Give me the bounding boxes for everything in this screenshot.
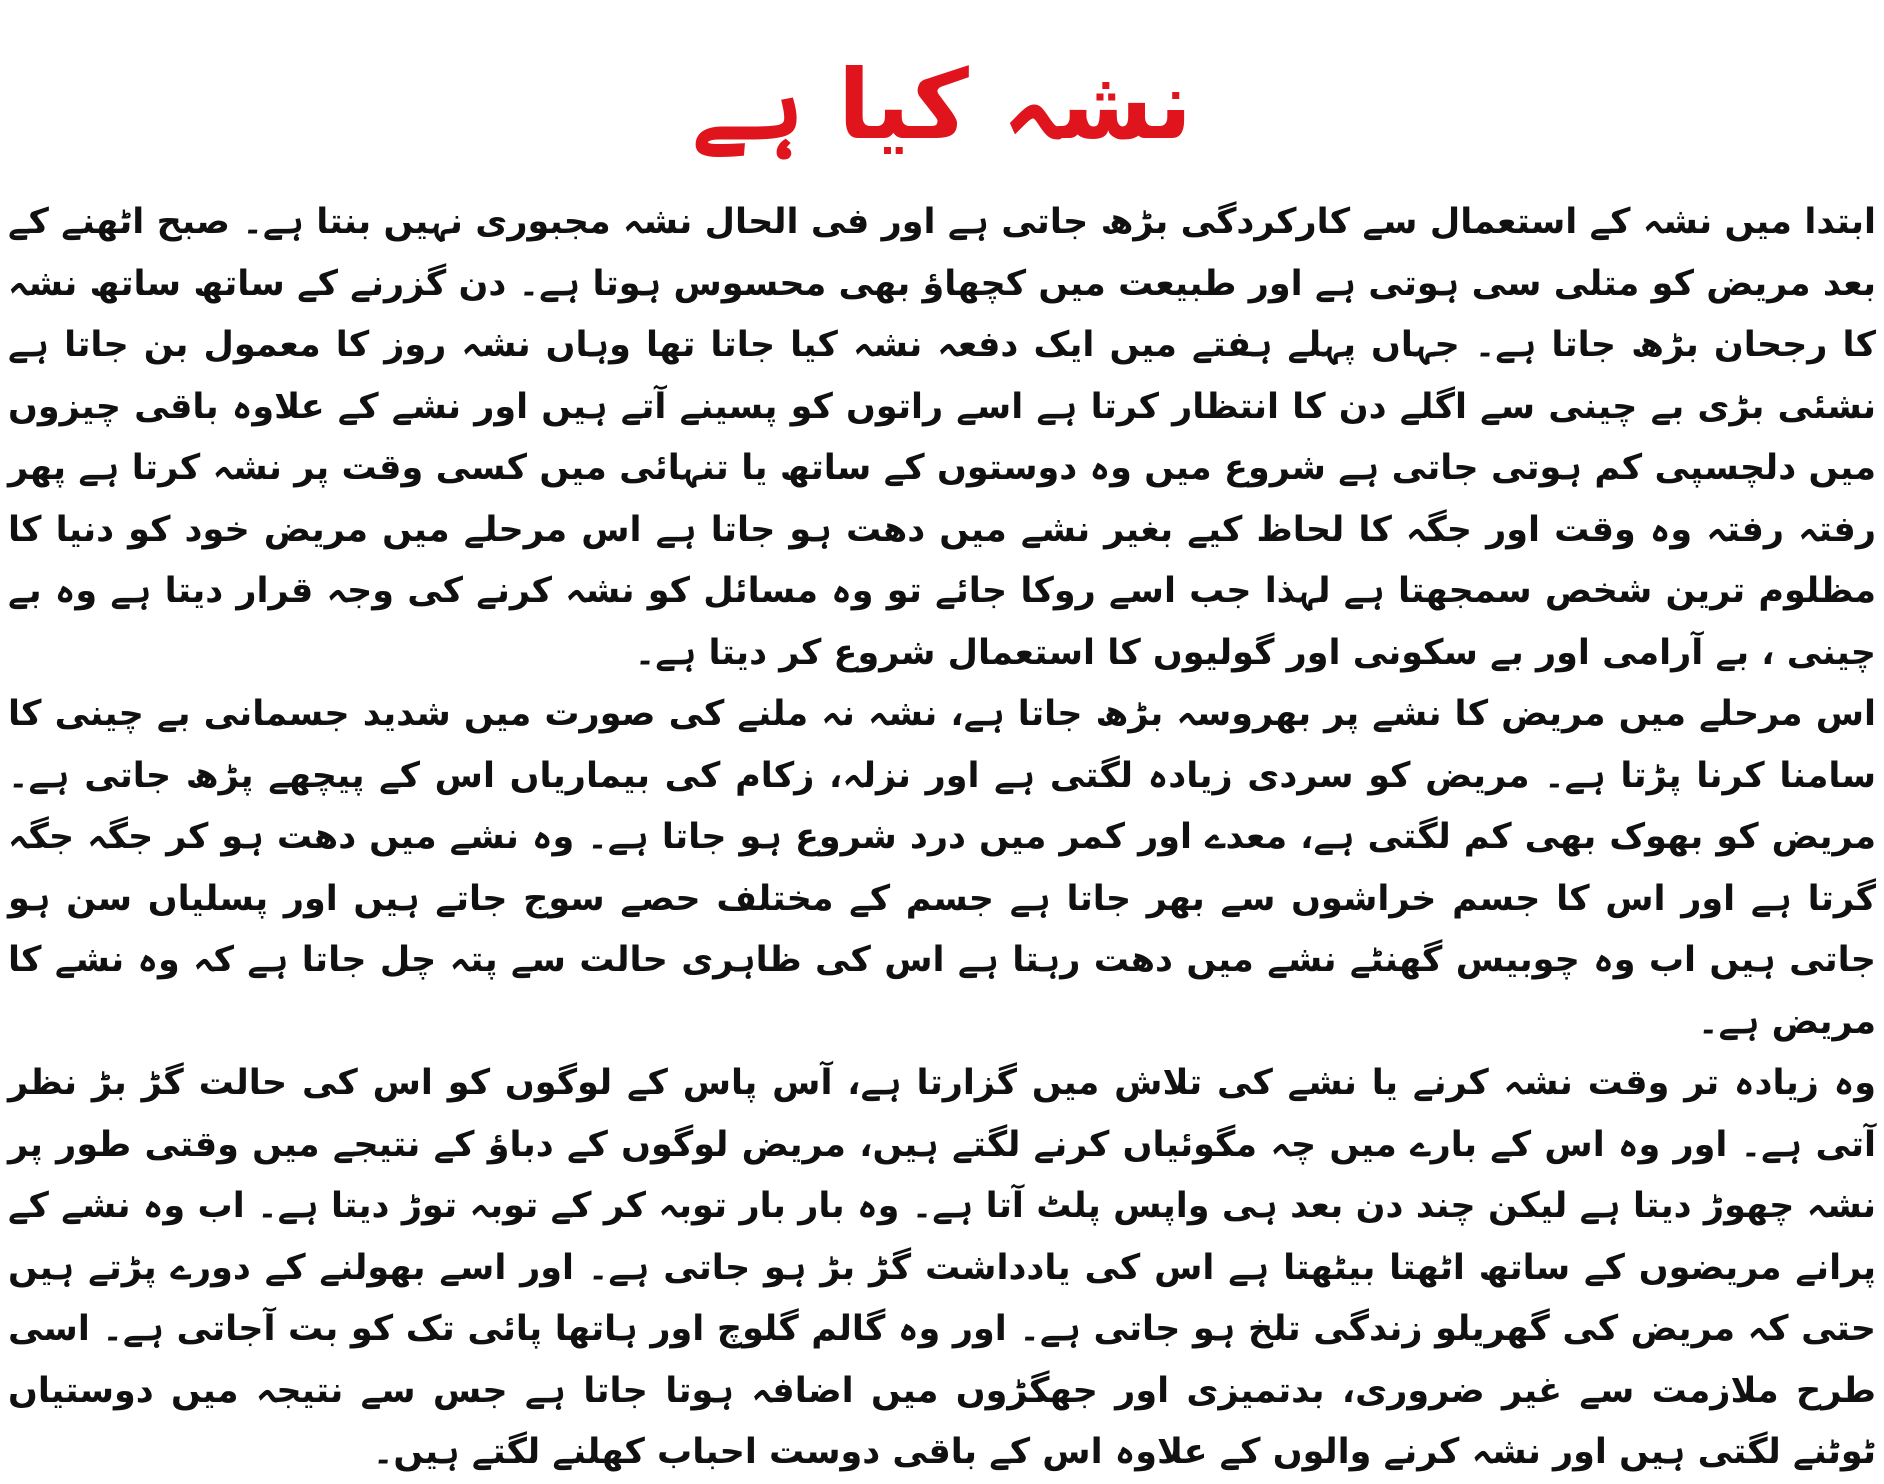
article-body	[8, 192, 1876, 1484]
paragraph: ابتدا میں نشہ کے استعمال سے کارکردگی بڑھ جاتی ہے اور فی الحال نشہ مجبوری نہیں بنتا ہے۔ صبح اٹھنے کے بعد مریض کو متلی سی ہوتی ہے اور طبیعت میں کچھاؤ بھی محسوس ہوتا ہے۔ دن گزرنے کے ساتھ ساتھ نشہ کا رجحان بڑھ جاتا ہے۔ جہاں پہلے ہفتے میں ایک دفعہ نشہ کیا جاتا تھا وہاں نشہ روز کا معمول بن جاتا ہے نشئی بڑی بے چینی سے اگلے دن کا انتظار کرتا ہے اسے راتوں کو پسینے آتے ہیں اور نشے کے علاوہ باقی چیزوں میں دلچسپی کم ہوتی جاتی ہے شروع میں وہ دوستوں کے ساتھ یا تنہائی میں کسی وقت پر نشہ کرتا ہے پھر رفتہ رفتہ وہ وقت اور جگہ کا لحاظ کیے بغیر نشے میں دھت ہو جاتا ہے اس مرحلے میں مریض خود کو دنیا کا مظلوم ترین شخص سمجھتا ہے لہذا جب اسے روکا جائے تو وہ مسائل کو نشہ کرنے کی وجہ قرار دیتا ہے وہ بے چینی ، بے آرامی اور بے سکونی اور گولیوں کا استعمال شروع کر دیتا ہے۔	[8, 202, 1876, 673]
paragraph: اس مرحلے میں مریض کا نشے پر بھروسہ بڑھ جاتا ہے، نشہ نہ ملنے کی صورت میں شدید جسمانی بے چینی کا سامنا کرنا پڑتا ہے۔ مریض کو سردی زیادہ لگتی ہے اور نزلہ، زکام کی بیماریاں اس کے پیچھے پڑھ جاتی ہے۔ مریض کو بھوک بھی کم لگتی ہے، معدے اور کمر میں درد شروع ہو جاتا ہے۔ وہ نشے میں دھت ہو کر جگہ جگہ گرتا ہے اور اس کا جسم خراشوں سے بھر جاتا ہے جسم کے مختلف حصے سوج جاتے ہیں اور پسلیاں سن ہو جاتی ہیں اب وہ چوبیس گھنٹے نشے میں دھت رہتا ہے اس کی ظاہری حالت سے پتہ چل جاتا ہے کہ وہ نشے کا مریض ہے۔	[8, 694, 1876, 1042]
page-title: نشہ کیا ہے	[691, 49, 1193, 161]
paragraph: وہ زیادہ تر وقت نشہ کرنے یا نشے کی تلاش میں گزارتا ہے، آس پاس کے لوگوں کو اس کی حالت گڑ بڑ نظر آتی ہے۔ اور وہ اس کے بارے میں چہ مگوئیاں کرنے لگتے ہیں، مریض لوگوں کے دباؤ کے نتیجے میں وقتی طور پر نشہ چھوڑ دیتا ہے لیکن چند دن بعد ہی واپس پلٹ آتا ہے۔ وہ بار بار توبہ کر کے توبہ توڑ دیتا ہے۔ اب وہ نشے کے پرانے مریضوں کے ساتھ اٹھتا بیٹھتا ہے اس کی یادداشت گڑ بڑ ہو جاتی ہے۔ اور اسے بھولنے کے دورے پڑتے ہیں حتی کہ مریض کی گھریلو زندگی تلخ ہو جاتی ہے۔ اور وہ گالم گلوچ اور ہاتھا پائی تک کو بت آجاتی ہے۔ اسی طرح ملازمت سے غیر ضروری، بدتمیزی اور جھگڑوں میں اضافہ ہوتا جاتا ہے جس سے نتیجہ میں دوستیاں ٹوٹنے لگتی ہیں اور نشہ کرنے والوں کے علاوہ اس کے باقی دوست احباب کھلنے لگتے ہیں۔	[8, 1063, 1876, 1472]
